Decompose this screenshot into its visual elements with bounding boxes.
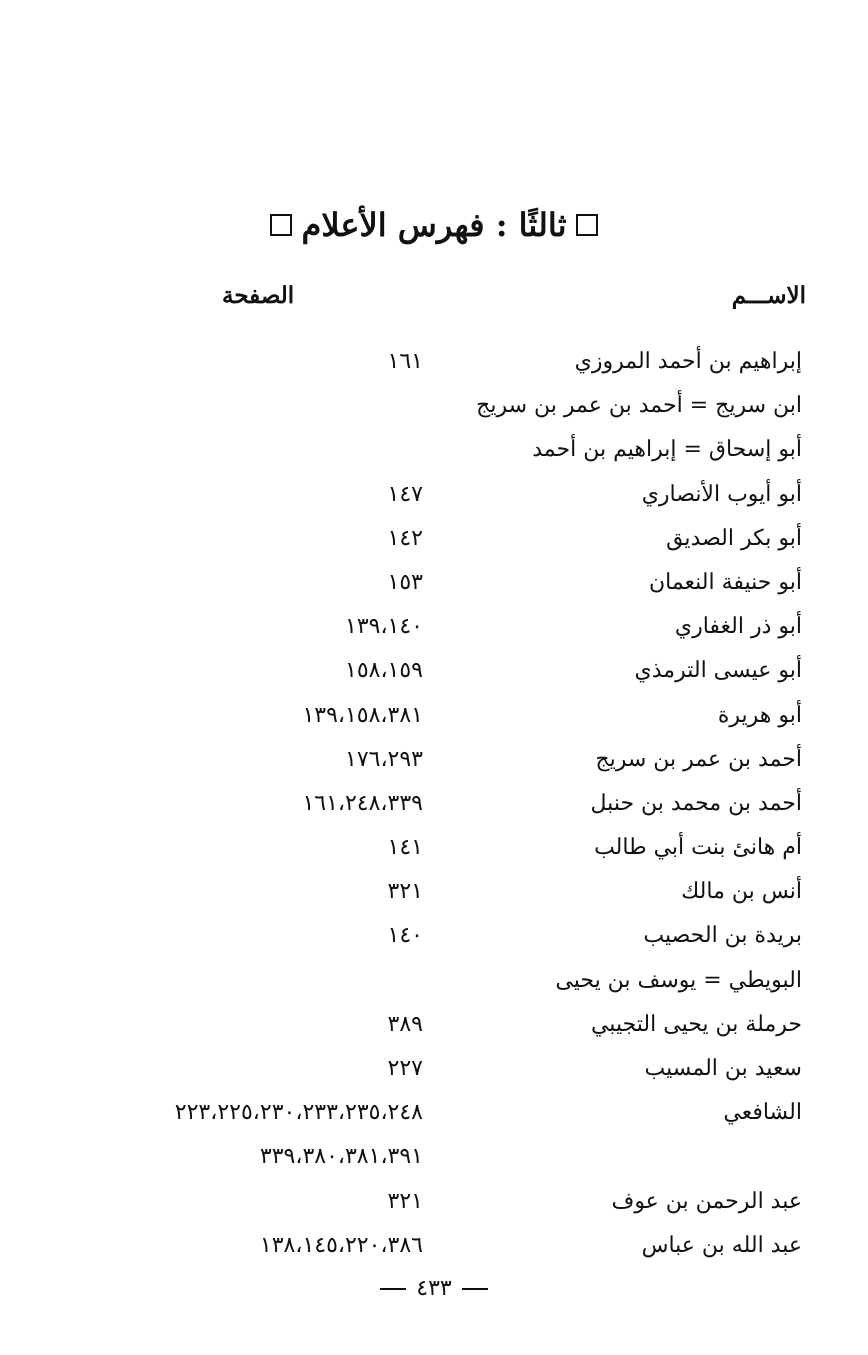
index-entry (0, 1224, 868, 1268)
entry-pages-text: ١٤١ (387, 835, 423, 861)
page-number: ٤٣٣ (416, 1276, 452, 1301)
column-header-name: الاســـم (731, 282, 806, 309)
entry-name: إبراهيم بن أحمد المروزي (574, 349, 802, 374)
entry-pages (0, 1003, 423, 1047)
page-footer (0, 1276, 868, 1301)
entry-name: أبو أيوب الأنصاري (641, 481, 802, 507)
entry-name: أبو عيسى الترمذي (634, 658, 802, 684)
entry-pages-text: ٢٢٣،٢٢٥،٢٣٠،٢٣٣،٢٣٥،٢٤٨ (174, 1100, 423, 1126)
square-bullet-icon (270, 214, 292, 236)
entry-pages-text: ١٦١ (387, 349, 423, 374)
index-entry (0, 473, 868, 517)
index-entry (0, 870, 868, 914)
footer-dash (462, 1288, 488, 1290)
entry-pages (0, 605, 423, 649)
entry-name: أبو هريرة (717, 702, 802, 728)
index-entry (0, 826, 868, 870)
index-title (0, 200, 868, 250)
entry-name: بريدة بن الحصيب (643, 923, 802, 949)
entry-pages (0, 826, 423, 870)
entry-name: أم هانئ بنت أبي طالب (594, 835, 802, 861)
footer-dash (380, 1288, 406, 1290)
entry-name: البويطي = يوسف بن يحيى (555, 967, 802, 993)
entry-pages-text: ٢٢٧ (387, 1056, 423, 1081)
entry-name: عبد الله بن عباس (641, 1232, 802, 1258)
entry-pages (0, 340, 423, 384)
entry-pages (0, 738, 423, 782)
entry-pages-text: ٣٢١ (387, 1188, 423, 1214)
index-entry (0, 428, 868, 472)
entry-name: أبو إسحاق = إبراهيم بن أحمد (532, 437, 802, 463)
entry-pages (0, 694, 423, 738)
column-header-page: الصفحة (222, 282, 295, 309)
index-entry (0, 384, 868, 428)
entry-pages-text: ٣٣٩،٣٨٠،٣٨١،٣٩١ (259, 1144, 423, 1170)
entry-pages (0, 649, 423, 693)
entry-pages-text: ١٥٨،١٥٩ (345, 658, 423, 684)
entry-name: أبو ذر الغفاري (674, 614, 802, 640)
entry-pages-text: ٣٢١ (387, 879, 423, 905)
entry-pages (0, 473, 423, 517)
entry-pages (0, 1135, 423, 1179)
entry-pages-text: ١٤٧ (387, 481, 423, 507)
index-title-text: ثالثًا : فهرس الأعلام (301, 206, 567, 244)
index-entry (0, 649, 868, 693)
entry-pages (0, 1047, 423, 1091)
entry-pages (0, 561, 423, 605)
entry-name: أحمد بن عمر بن سريج (595, 746, 802, 772)
entry-pages (0, 517, 423, 561)
entry-name: أنس بن مالك (681, 879, 802, 905)
entry-pages (0, 914, 423, 958)
index-entry (0, 1003, 868, 1047)
index-entries (0, 340, 868, 1268)
entry-name: أبو بكر الصديق (666, 525, 802, 551)
entry-pages (0, 782, 423, 826)
entry-name: سعيد بن المسيب (644, 1056, 802, 1081)
entry-pages-text: ١٧٦،٢٩٣ (345, 746, 423, 772)
index-entry (0, 1180, 868, 1224)
entry-pages (0, 1091, 423, 1135)
entry-pages-text: ٣٨٩ (387, 1011, 423, 1037)
entry-name: ابن سريج = أحمد بن عمر بن سريج (476, 393, 802, 419)
index-entry (0, 1091, 868, 1135)
index-entry (0, 517, 868, 561)
index-entry (0, 561, 868, 605)
index-entry (0, 782, 868, 826)
index-entry (0, 605, 868, 649)
index-entry (0, 1135, 868, 1179)
entry-pages-text: ١٣٩،١٤٠ (345, 614, 423, 640)
entry-pages-text: ١٣٩،١٥٨،٣٨١ (302, 702, 423, 728)
index-entry (0, 738, 868, 782)
entry-name: عبد الرحمن بن عوف (611, 1188, 802, 1214)
entry-name: الشافعي (723, 1100, 802, 1126)
entry-pages (0, 1180, 423, 1224)
entry-pages-text: ١٣٨،١٤٥،٢٢٠،٣٨٦ (259, 1232, 423, 1258)
entry-pages-text: ١٦١،٢٤٨،٣٣٩ (302, 790, 423, 816)
entry-pages-text: ١٤٢ (387, 525, 423, 551)
entry-pages (0, 1224, 423, 1268)
index-entry (0, 914, 868, 958)
square-bullet-icon (576, 214, 598, 236)
entry-pages-text: ١٤٠ (387, 923, 423, 949)
entry-pages (0, 870, 423, 914)
index-entry (0, 959, 868, 1003)
entry-name: أبو حنيفة النعمان (648, 569, 802, 595)
index-entry (0, 1047, 868, 1091)
entry-name: حرملة بن يحيى التجيبي (590, 1011, 802, 1037)
index-entry (0, 694, 868, 738)
entry-name: أحمد بن محمد بن حنبل (590, 790, 802, 816)
entry-pages-text: ١٥٣ (387, 569, 423, 595)
index-entry (0, 340, 868, 384)
